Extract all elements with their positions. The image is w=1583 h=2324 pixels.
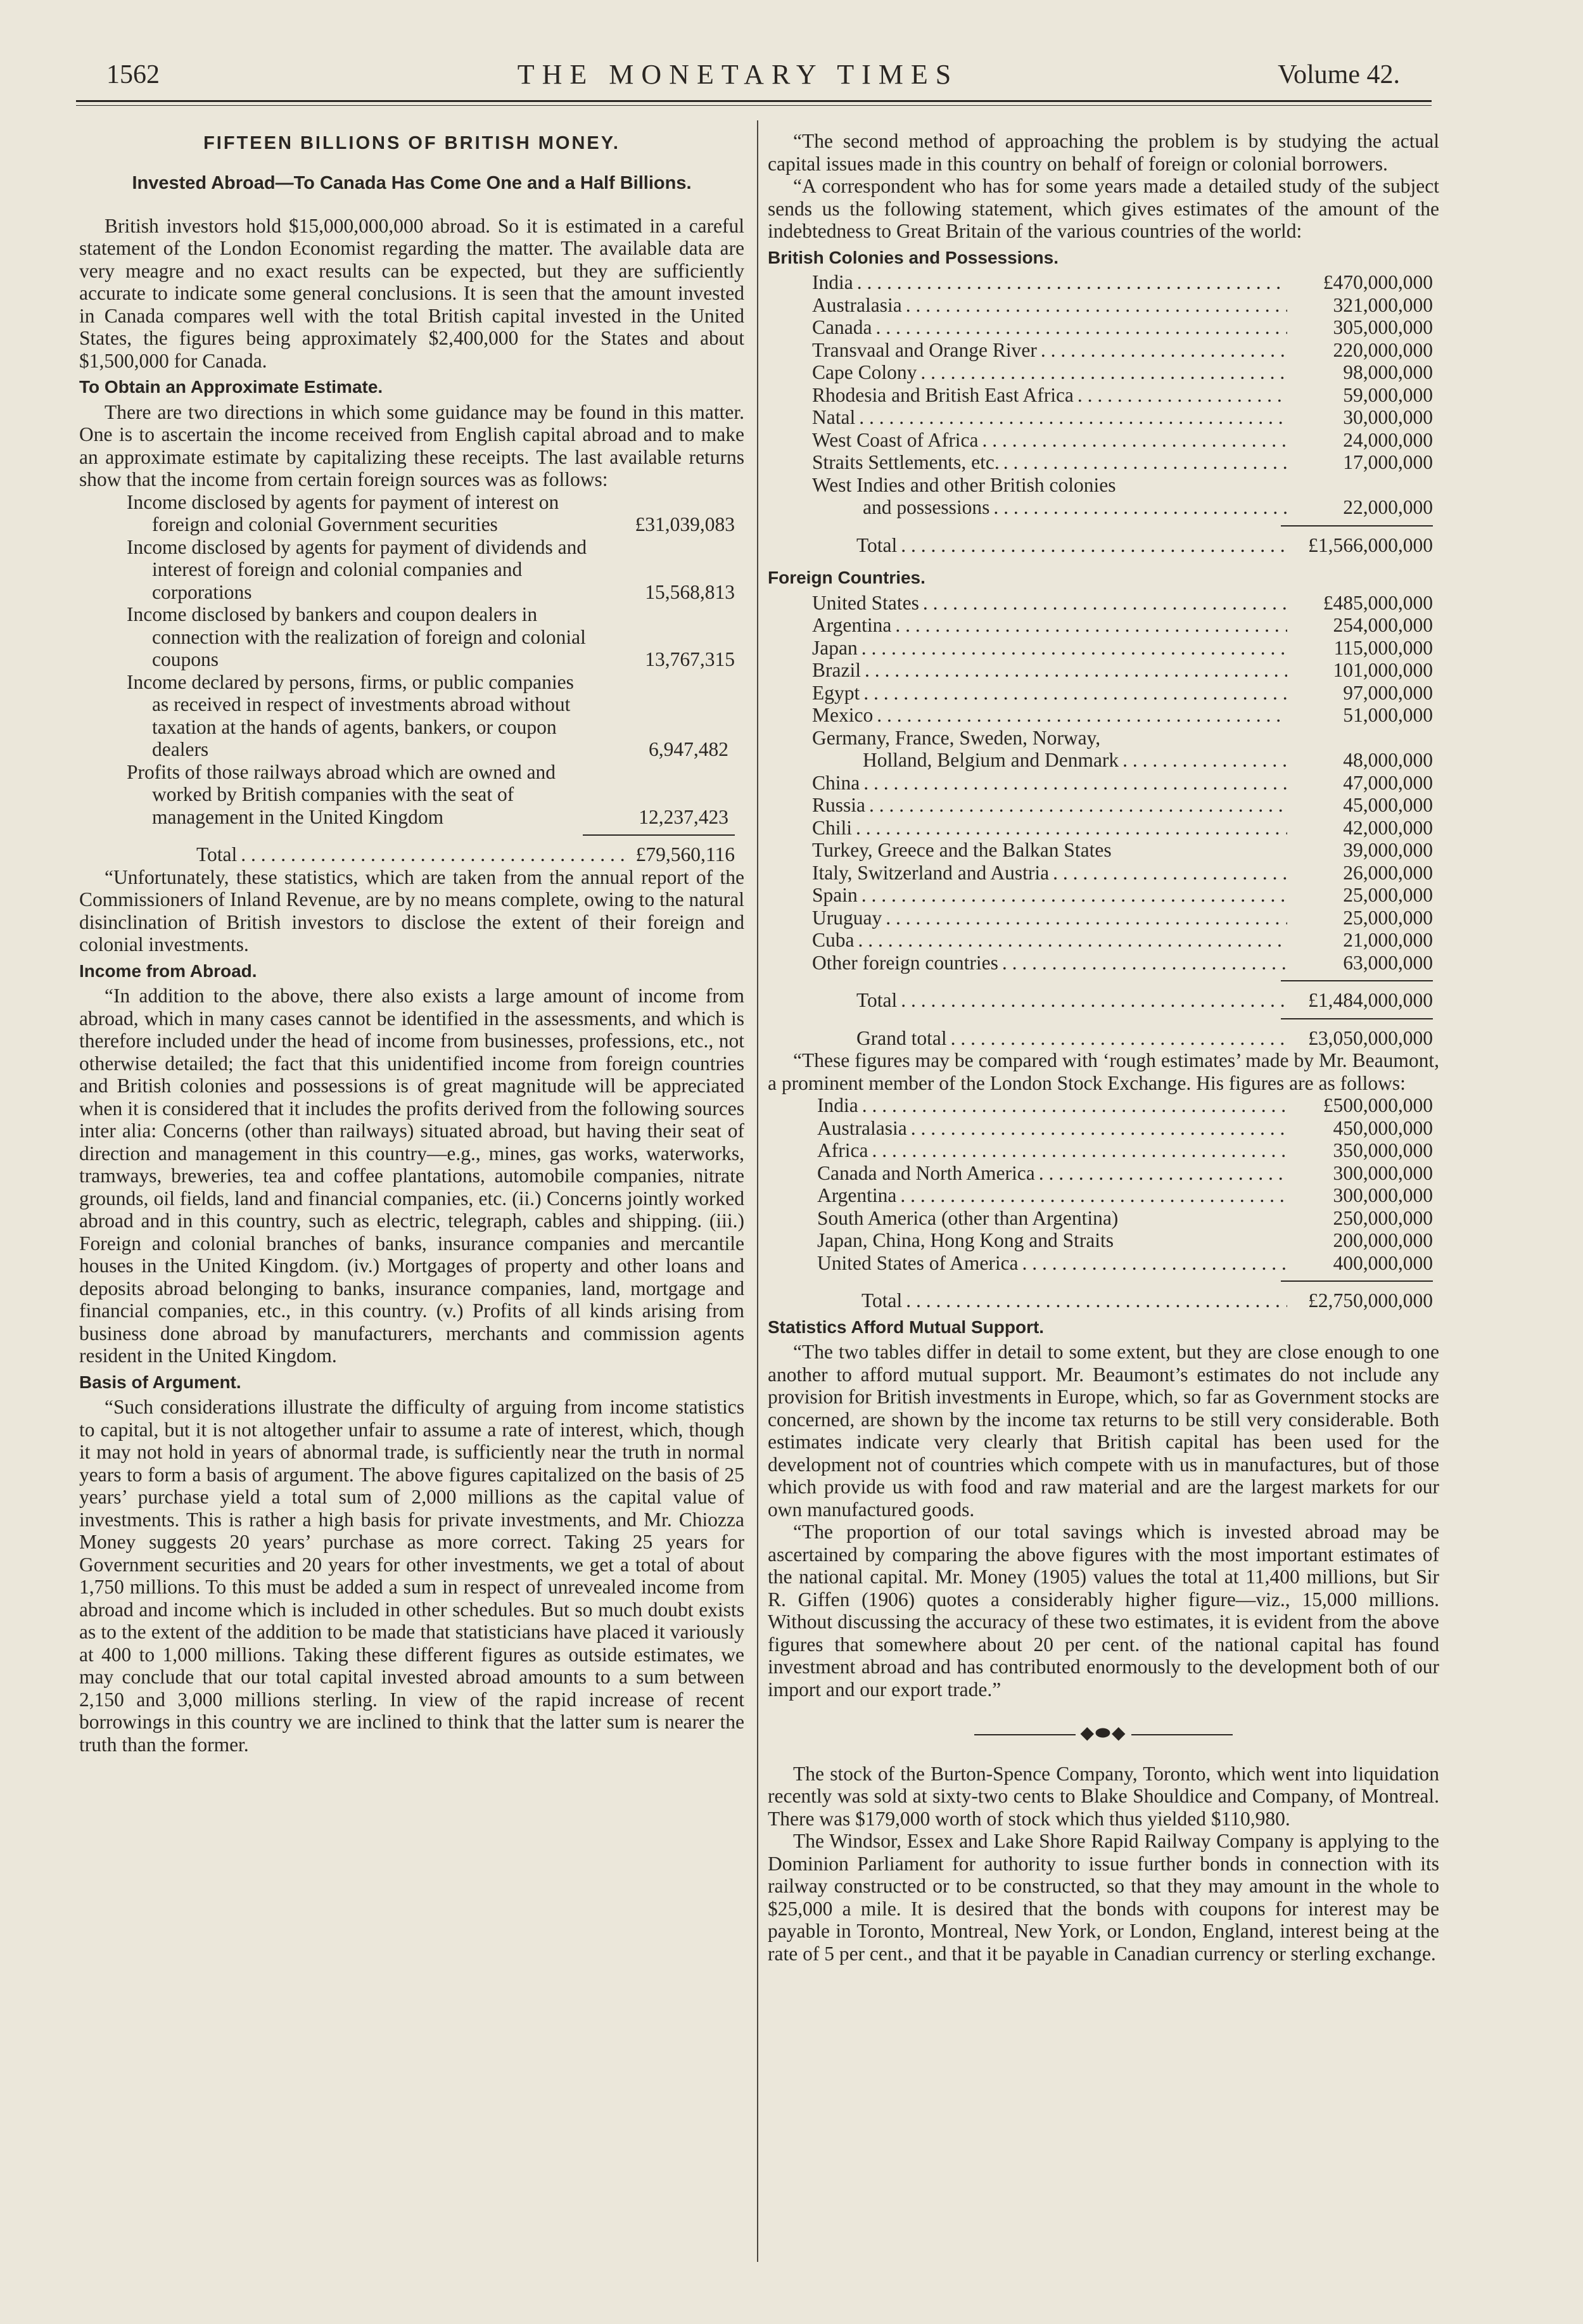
- row-value: 25,000,000: [1343, 906, 1433, 929]
- total-value: £1,566,000,000: [1308, 533, 1433, 556]
- income-row: [127, 603, 735, 671]
- row-value: £485,000,000: [1323, 591, 1433, 614]
- total-rule: [1281, 980, 1433, 981]
- row-label: Australasia . . .: [817, 1117, 1287, 1140]
- table-row-label-line: West Indies and other British colonies: [812, 473, 1116, 496]
- row-value: 250,000,000: [1333, 1206, 1433, 1229]
- row-label: Brazil . . .: [812, 659, 1287, 682]
- row-value: 97,000,000: [1343, 681, 1433, 704]
- paragraph: “The two tables differ in detail to some extent, but they are close enough to one another to afford mutual support. Mr. Beaumont’s estimates do not include any provision for British investments in Europe, which, so far as Government stocks are concerned, are shown by the income tax returns to be still very considerable. Both estimates indicate very clearly that British capital has been used for the development not of countries which compete with us in manufactures, but of those which provide us with food and raw material and are the largest markets for our own manufactured goods.: [768, 1341, 1439, 1521]
- row-label: Transvaal and Orange River . . .: [812, 339, 1287, 362]
- row-value: 22,000,000: [1343, 496, 1433, 518]
- page-number: 1562: [106, 60, 160, 89]
- header-rule: [76, 100, 1432, 102]
- total-rule: [583, 834, 735, 836]
- row-value: 48,000,000: [1343, 749, 1433, 771]
- beaumont-total-row: [817, 1289, 1433, 1312]
- row-label: Cape Colony . . .: [812, 361, 1287, 384]
- row-value: 400,000,000: [1333, 1251, 1433, 1274]
- row-label: Italy, Switzerland and Austria . . .: [812, 862, 1287, 884]
- paragraph: “Such considerations illustrate the difficulty of arguing from income statistics to capital, but it is not altogether unfair to assume a rate of interest, which, though it may not hold in years of abnormal trade, is sufficiently near the truth in normal years to form a basis of argument. The above figures capitalized on the basis of 25 years’ purchase yield a total sum of 2,000 millions as the capital value of investments. This is rather a high basis for private investments, and Mr. Chiozza Money suggests 20 years’ purchase as more correct. Taking 25 years for Government securities and 20 years for other investments, we get a total of about 1,750 millions. To this must be added a sum in respect of unrevealed income from abroad and income which is included in other schedules. But so much doubt exists as to the extent of the addition to be made that statisticians have placed it variously at 400 to 1,000 millions. Taking these different figures as outside estimates, we may conclude that our total capital invested abroad amounts to a sum between 2,150 and 3,000 millions sterling. In view of the rapid increase of recent borrowings in this country we are inclined to think that the latter sum is nearer the truth than the former.: [79, 1396, 744, 1756]
- row-label: China . . .: [812, 772, 1287, 795]
- row-label: Rhodesia and British East Africa . . .: [812, 384, 1287, 407]
- income-total-row: [127, 843, 735, 866]
- row-value: 17,000,000: [1343, 451, 1433, 473]
- income-label: Profits of those railways abroad which are owned and worked by British companies with the seat of management in the United Kingdom: [127, 760, 556, 828]
- beaumont-table: [817, 1094, 1433, 1312]
- total-value: £3,050,000,000: [1308, 1026, 1433, 1049]
- row-label: United States of America . . .: [817, 1252, 1287, 1275]
- paragraph: “The proportion of our total savings which is invested abroad may be ascertained by comparing the above figures with the most important estimates of the national capital. Mr. Money (1905) values the total at 11,400 millions, but Sir R. Giffen (1906) quotes a considerably higher figure—viz., 15,000 millions. Without discussing the accuracy of these two estimates, it is evident from the above figures that somewhere about 20 per cent. of the national capital has found investment abroad and has contributed enormously to the development both of our import and our export trade.”: [768, 1521, 1439, 1701]
- row-label: Argentina . . .: [817, 1184, 1287, 1207]
- table-row: [817, 1207, 1433, 1230]
- row-value: 300,000,000: [1333, 1161, 1433, 1184]
- table-row: [812, 794, 1433, 817]
- right-column: [768, 130, 1439, 1965]
- intro-paragraph: British investors hold $15,000,000,000 abroad. So it is estimated in a careful statement of the London Economist regarding the matter. The available data are very meagre and no exact results can be expected, but they are sufficiently accurate to indicate some general conclusions. It is seen that the amount invested in Canada compares well with the total British capital invested in the United States, the figures being approximately $2,400,000 for the States and about $1,500,000 for Canada.: [79, 214, 744, 372]
- table-row: [812, 704, 1433, 727]
- left-column: [79, 130, 744, 1756]
- page-header: [76, 56, 1400, 100]
- section-ornament: ◆⬬◆: [768, 1722, 1439, 1745]
- table-row: [812, 451, 1433, 474]
- income-table: [127, 491, 735, 866]
- foreign-total-row: [812, 989, 1433, 1012]
- column-divider: [757, 120, 758, 2262]
- row-value: 42,000,000: [1343, 816, 1433, 839]
- table-row: [812, 749, 1433, 772]
- total-label: Grand total . . .: [856, 1027, 1287, 1050]
- table-row: [812, 429, 1433, 452]
- row-value: 321,000,000: [1333, 293, 1433, 316]
- row-label: and possessions . . .: [863, 496, 1287, 519]
- income-label: Income disclosed by agents for payment of interest on foreign and colonial Government securities: [127, 490, 559, 535]
- income-value: 6,947,482: [649, 738, 728, 760]
- paragraph: “In addition to the above, there also exists a large amount of income from abroad, which in many cases cannot be identified in the assessments, and which is therefore included under the head of income from businesses, professions, etc., not otherwise detailed; the fact that this unidentified income from foreign countries and British colonies and possessions is of great magnitude will be appreciated when it is considered that it includes the profits derived from the following sources inter alia: Concerns (other than railways) situated abroad, but having their seat of direction and management in this country—e.g., mines, gas works, waterworks, tramways, breweries, tea and coffee plantations, automobile companies, nitrate grounds, oil fields, land and financial companies, etc. (ii.) Concerns jointly worked abroad and in this country, such as electric, telegraph, cables and shipping. (iii.) Foreign and colonial branches of banks, insurance companies and mercantile houses in the United Kingdom. (iv.) Mortgages of property and other loans and deposits abroad belonging to banks, insurance companies, land, mortgage and financial companies, etc., in this country. (v.) Profits of all kinds arising from business done abroad by manufacturers, merchants and commission agents resident in the United Kingdom.: [79, 985, 744, 1367]
- row-label: South America (other than Argentina): [817, 1206, 1119, 1229]
- income-row: [127, 671, 735, 761]
- total-label: Total . . .: [861, 1289, 1287, 1312]
- row-label: Straits Settlements, etc. . . .: [812, 451, 1287, 474]
- row-value: 450,000,000: [1333, 1116, 1433, 1139]
- row-value: 350,000,000: [1333, 1139, 1433, 1161]
- income-row: [127, 491, 735, 536]
- row-value: 45,000,000: [1343, 794, 1433, 816]
- table-row: [812, 614, 1433, 637]
- news-note: The stock of the Burton-Spence Company, Toronto, which went into liquidation recently was sold at sixty-two cents to Blake Shouldice and Company, of Montreal. There was $179,000 worth of stock which thus yielded $110,980.: [768, 1762, 1439, 1830]
- row-label: Australasia . . .: [812, 294, 1287, 317]
- table-row: [812, 817, 1433, 840]
- row-label: Holland, Belgium and Denmark . . .: [863, 749, 1287, 772]
- row-label: Uruguay . . .: [812, 907, 1287, 929]
- row-label: Canada and North America . . .: [817, 1162, 1287, 1185]
- paragraph: “The second method of approaching the problem is by studying the actual capital issues made in this country on behalf of foreign or colonial borrowers.: [768, 130, 1439, 175]
- row-label: Chili . . .: [812, 817, 1287, 840]
- row-value: 115,000,000: [1333, 636, 1433, 659]
- foreign-table: [812, 592, 1433, 1050]
- row-value: 39,000,000: [1343, 839, 1433, 861]
- row-value: 51,000,000: [1343, 704, 1433, 726]
- table-row: [812, 637, 1433, 660]
- table-row: [817, 1252, 1433, 1275]
- row-label: Egypt . . .: [812, 682, 1287, 705]
- row-label: India . . .: [817, 1094, 1287, 1117]
- table-row: [812, 862, 1433, 884]
- article-subtitle: Invested Abroad—To Canada Has Come One and a Half Billions.: [132, 172, 692, 193]
- total-value: £2,750,000,000: [1308, 1289, 1433, 1312]
- table-row: [817, 1094, 1433, 1117]
- row-label: Cuba . . .: [812, 929, 1287, 952]
- income-value: £31,039,083: [635, 513, 735, 535]
- total-rule: [1281, 525, 1433, 527]
- paragraph: “These figures may be compared with ‘rough estimates’ made by Mr. Beaumont, a prominent member of the London Stock Exchange. His figures are as follows:: [768, 1049, 1439, 1094]
- table-row: [812, 339, 1433, 362]
- row-value: 300,000,000: [1333, 1184, 1433, 1206]
- section-heading: Foreign Countries.: [768, 568, 925, 587]
- header-rule-thin: [76, 105, 1432, 106]
- income-row: [127, 536, 735, 604]
- row-label: Turkey, Greece and the Balkan States: [812, 839, 1112, 861]
- row-value: 200,000,000: [1333, 1229, 1433, 1251]
- table-row: [812, 682, 1433, 705]
- income-label: Income disclosed by agents for payment of dividends and interest of foreign and colonial companies and corporations: [127, 535, 587, 603]
- total-label: Total . . .: [196, 843, 627, 866]
- table-row: [812, 294, 1433, 317]
- row-value: £500,000,000: [1323, 1094, 1433, 1116]
- row-value: 21,000,000: [1343, 929, 1433, 951]
- volume-label: Volume 42.: [1278, 60, 1400, 89]
- row-label: Mexico . . .: [812, 704, 1287, 727]
- row-value: 305,000,000: [1333, 316, 1433, 338]
- row-label: United States . . .: [812, 592, 1287, 615]
- section-heading: Statistics Afford Mutual Support.: [768, 1317, 1045, 1337]
- colonies-total-row: [812, 534, 1433, 557]
- table-row: [812, 772, 1433, 795]
- row-value: 220,000,000: [1333, 338, 1433, 361]
- row-label: West Coast of Africa . . .: [812, 429, 1287, 452]
- table-row: [812, 839, 1433, 862]
- row-label: Japan . . .: [812, 637, 1287, 660]
- colonies-table: [812, 271, 1433, 556]
- table-row: [812, 316, 1433, 339]
- table-row: [812, 907, 1433, 929]
- row-label: Canada . . .: [812, 316, 1287, 339]
- row-value: 63,000,000: [1343, 951, 1433, 974]
- total-rule: [1281, 1280, 1433, 1282]
- total-label: Total . . .: [856, 534, 1287, 557]
- news-note: The Windsor, Essex and Lake Shore Rapid Railway Company is applying to the Dominion Parliament for authority to issue further bonds in connection with its railway constructed or to be constructed, so that they may amount in the whole to $25,000 a mile. It is desired that the bonds with coupons for interest may be payable in Toronto, Montreal, New York, or London, England, interest being at the rate of 5 per cent., and that it be payable in Canadian currency or sterling exchange.: [768, 1830, 1439, 1965]
- row-value: 98,000,000: [1343, 361, 1433, 383]
- row-label: Spain . . .: [812, 884, 1287, 907]
- row-value: 30,000,000: [1343, 406, 1433, 428]
- table-row: [812, 884, 1433, 907]
- masthead: THE MONETARY TIMES: [517, 59, 959, 90]
- table-row: [817, 1184, 1433, 1207]
- income-value: 12,237,423: [639, 805, 728, 828]
- table-row-label-line: Germany, France, Sweden, Norway,: [812, 726, 1101, 749]
- table-row: [817, 1162, 1433, 1185]
- row-label: Natal . . .: [812, 406, 1287, 429]
- paragraph: “Unfortunately, these statistics, which are taken from the annual report of the Commissioners of Inland Revenue, are by no means complete, owing to the natural disinclination of British investors to disclose the extent of their foreign and colonial investments.: [79, 865, 744, 955]
- table-row: [812, 929, 1433, 952]
- table-row: [812, 271, 1433, 294]
- row-label: Japan, China, Hong Kong and Straits: [817, 1229, 1114, 1251]
- row-label: Argentina . . .: [812, 614, 1287, 637]
- row-value: 59,000,000: [1343, 383, 1433, 406]
- row-value: 47,000,000: [1343, 771, 1433, 794]
- row-label: Other foreign countries . . .: [812, 952, 1287, 974]
- table-row: [817, 1139, 1433, 1162]
- paragraph: There are two directions in which some guidance may be found in this matter. One is to ascertain the income received from English capital abroad and to make an approximate estimate by capitalizing these receipts. The last available returns show that the income from certain foreign sources was as follows:: [79, 400, 744, 490]
- table-row: [812, 659, 1433, 682]
- total-rule: [1281, 1018, 1433, 1019]
- total-value: £79,560,116: [635, 843, 735, 865]
- table-row: [812, 592, 1433, 615]
- row-label: Russia . . .: [812, 794, 1287, 817]
- section-heading: Income from Abroad.: [79, 961, 257, 981]
- income-label: Income disclosed by bankers and coupon dealers in connection with the realization of foreign and colonial coupons: [127, 603, 586, 670]
- income-label: Income declared by persons, firms, or public companies as received in respect of investments abroad without taxation at the hands of agents, bankers, or coupon dealers: [127, 670, 574, 760]
- row-value: 24,000,000: [1343, 428, 1433, 451]
- grand-total-row: [812, 1027, 1433, 1050]
- section-heading: British Colonies and Possessions.: [768, 247, 1059, 267]
- total-value: £1,484,000,000: [1308, 989, 1433, 1011]
- section-heading: Basis of Argument.: [79, 1372, 241, 1392]
- table-row: [817, 1229, 1433, 1252]
- section-heading: To Obtain an Approximate Estimate.: [79, 377, 383, 397]
- table-row: [817, 1117, 1433, 1140]
- row-value: 101,000,000: [1333, 659, 1433, 681]
- row-value: 25,000,000: [1343, 884, 1433, 906]
- row-value: 26,000,000: [1343, 861, 1433, 884]
- table-row: [812, 361, 1433, 384]
- table-row: [812, 496, 1433, 519]
- row-value: £470,000,000: [1323, 271, 1433, 293]
- table-row: [812, 406, 1433, 429]
- income-row: [127, 761, 735, 829]
- row-label: Africa . . .: [817, 1139, 1287, 1162]
- row-value: 254,000,000: [1333, 614, 1433, 636]
- table-row: [812, 384, 1433, 407]
- row-label: India . . .: [812, 271, 1287, 294]
- income-value: 13,767,315: [645, 648, 735, 670]
- paragraph: “A correspondent who has for some years made a detailed study of the subject sends us the following statement, which gives estimates of the amount of the indebtedness to Great Britain of the various countries of the world:: [768, 175, 1439, 242]
- total-label: Total . . .: [856, 989, 1287, 1012]
- article-title: FIFTEEN BILLIONS OF BRITISH MONEY.: [203, 133, 620, 153]
- income-value: 15,568,813: [645, 580, 735, 603]
- table-row: [812, 952, 1433, 974]
